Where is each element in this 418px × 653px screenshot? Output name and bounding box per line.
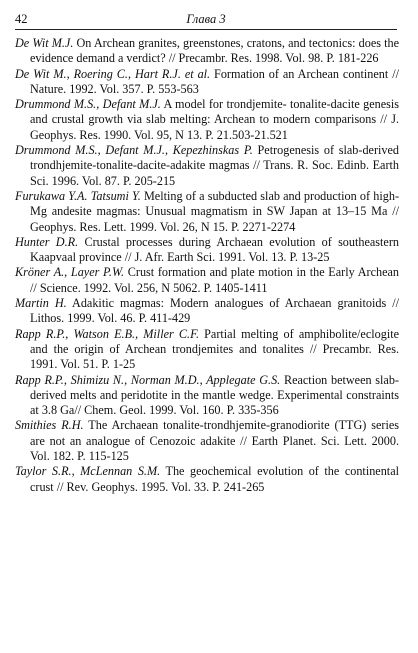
reference-text: The Archaean tonalite-trondhjemite-granodiorite (TTG) series are not an analogue of Cenozoic adakite // Earth Planet. Sci. Lett. 2000. Vol. 182. P. 115-125 xyxy=(30,418,400,464)
reference-text: Formation of an Archean continent // Nature. 1992. Vol. 357. P. 553-563 xyxy=(30,66,399,96)
reference-text: Crustal processes during Archaean evolution of southeastern Kaapvaal province // J. Afr. Earth Sci. 1991. Vol. 13. P. 13-25 xyxy=(30,234,399,265)
reference-item xyxy=(15,296,399,327)
reference-item xyxy=(15,143,399,189)
reference-item xyxy=(15,265,399,296)
reference-text: On Archean granites, greenstones, cratons, and tectonics: does the evidence demand a verdict? // Precambr. Res. 1998. Vol. 98. P. 181-226 xyxy=(30,36,399,66)
reference-text: Petrogenesis of slab-derived trondhjemite-tonalite-dacite-adakite magmas // Trans. R. Soc. Edinb. Earth Sci. 1996. Vol. 87. P. 205-215 xyxy=(30,143,399,188)
reference-authors: Taylor S.R., McLennan S.M. xyxy=(15,464,161,479)
page-number: 42 xyxy=(15,12,28,26)
reference-authors: Furukawa Y.A. Tatsumi Y. xyxy=(15,188,141,203)
reference-item xyxy=(15,235,399,266)
reference-text: Crust formation and plate motion in the Early Archean // Science. 1992. Vol. 256, N 5062. P. 1405-1411 xyxy=(30,265,399,295)
reference-item xyxy=(15,327,399,373)
reference-item xyxy=(15,189,399,235)
reference-item xyxy=(15,418,399,464)
reference-authors: Kröner A., Layer P.W. xyxy=(15,265,125,280)
running-header xyxy=(15,11,397,30)
reference-authors: Drummond M.S., Defant M.J. xyxy=(15,97,161,112)
reference-text: Reaction between slab-derived melts and peridotite in the mantle wedge. Experimental constraints at 3.8 Ga// Chem. Geol. 1999. Vol. 160. P. 335-356 xyxy=(30,372,399,418)
chapter-title: Глава 3 xyxy=(186,12,226,26)
reference-text: A model for trondjemite- tonalite-dacite genesis and crustal growth via slab melting: Archean to modern comparisons // J. Geophys. Res. 1990. Vol. 95, N 13. P. 21.503-21.521 xyxy=(30,97,399,142)
reference-authors: De Wit M., Roering C., Hart R.J. et al. xyxy=(15,66,211,81)
reference-authors: Rapp R.P., Watson E.B., Miller C.F. xyxy=(15,326,199,341)
reference-item xyxy=(15,464,399,495)
reference-authors: Hunter D.R. xyxy=(15,234,79,249)
reference-authors: De Wit M.J. xyxy=(15,36,74,50)
reference-item xyxy=(15,36,399,67)
reference-list xyxy=(15,36,399,495)
reference-authors: Smithies R.H. xyxy=(15,418,84,433)
reference-text: Partial melting of amphibolite/eclogite and the origin of Archean trondjemites and tonalites // Precambr. Res. 1991. Vol. 51. P. 1-25 xyxy=(30,326,399,372)
reference-item xyxy=(15,97,399,143)
reference-authors: Rapp R.P., Shimizu N., Norman M.D., Applegate G.S. xyxy=(15,372,281,387)
reference-text: Melting of a subducted slab and production of high-Mg andesite magmas: Unusual magmatism in SW Japan at 13–15 Ma // Geophys. Res. Lett. 1999. Vol. 26, N 15. P. 2271-2274 xyxy=(30,188,400,234)
reference-text: Adakitic magmas: Modern analogues of Archaean granitoids // Lithos. 1999. Vol. 46. P. 411-429 xyxy=(30,296,399,326)
reference-authors: Drummond M.S., Defant M.J., Kepezhinskas P. xyxy=(15,143,253,158)
reference-item xyxy=(15,373,399,419)
reference-authors: Martin H. xyxy=(15,296,67,311)
reference-text: The geochemical evolution of the continental crust // Rev. Geophys. 1995. Vol. 33. P. 241-265 xyxy=(30,464,399,494)
reference-item xyxy=(15,67,399,98)
